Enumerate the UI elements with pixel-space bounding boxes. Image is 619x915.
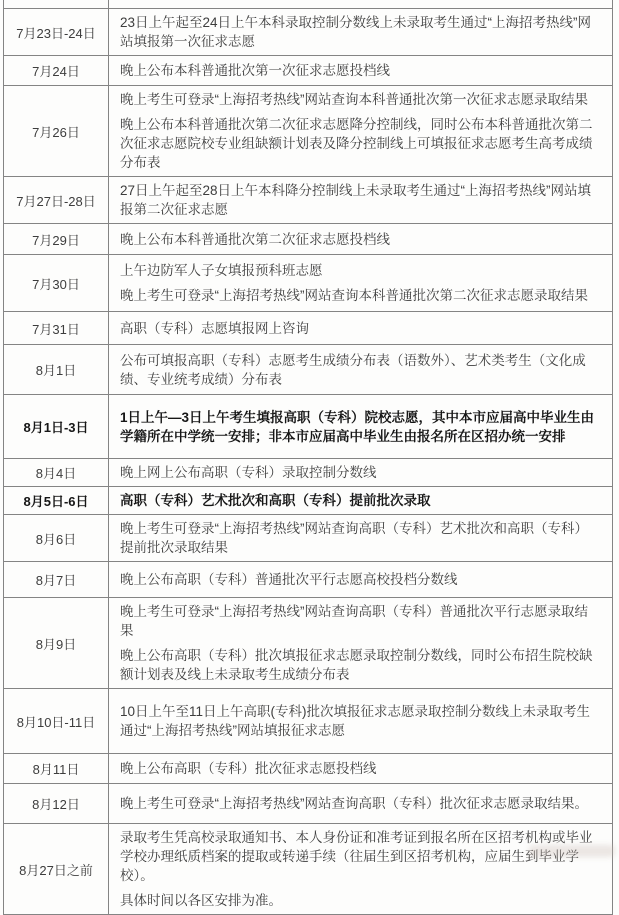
event-cell <box>109 562 612 597</box>
event-cell <box>109 177 612 223</box>
event-text: 晚上公布本科普通批次第一次征求志愿投档线 <box>120 63 390 78</box>
event-cell <box>109 459 612 486</box>
event-text: 晚上考生可登录“上海招考热线”网站查询高职（专科）批次征求志愿录取结果。 <box>120 796 588 811</box>
date-cell: 7月23日-24日 <box>4 9 109 55</box>
date-cell: 8月27日之前 <box>4 824 109 914</box>
event-text: 晚上公布高职（专科）批次征求志愿投档线 <box>120 761 377 776</box>
table-row <box>3 784 613 824</box>
date-cell: 7月24日 <box>4 56 109 85</box>
event-cell <box>109 784 612 823</box>
table-row <box>3 255 613 312</box>
date-cell: 7月30日 <box>4 255 109 311</box>
event-cell <box>109 312 612 344</box>
event-text: 晚上公布本科普通批次第二次征求志愿降分控制线，同时公布本科普通批次第二次征求志愿院校专业组缺额计划表及降分控制线上可填报征求志愿考生高考成绩分布表 <box>120 117 593 170</box>
event-text: 公布可填报高职（专科）志愿考生成绩分布表（语数外）、艺术类考生（文化成绩、专业统考成绩）分布表 <box>120 352 586 387</box>
table-row <box>3 487 613 515</box>
table-row <box>3 824 613 915</box>
date-cell: 8月12日 <box>4 784 109 823</box>
event-cell <box>109 487 612 514</box>
event-text: 10日上午至11日上午高职(专科)批次填报征求志愿录取控制分数线上未录取考生通过“上海招考热线”网站填报征求志愿 <box>120 704 591 738</box>
event-cell <box>109 689 612 753</box>
table-row <box>3 56 613 86</box>
event-cell <box>109 9 612 55</box>
table-row <box>3 395 613 459</box>
table-row <box>3 177 613 224</box>
event-cell <box>109 598 612 688</box>
event-text: 晚上考生可登录“上海招考热线”网站查询本科普通批次第二次征求志愿录取结果 <box>120 288 588 303</box>
event-text: 上午边防军人子女填报预科班志愿 <box>120 263 323 278</box>
event-cell <box>109 754 612 783</box>
event-text: 晚上公布高职（专科）普通批次平行志愿高校投档分数线 <box>120 572 458 587</box>
table-row <box>3 515 613 562</box>
table-row <box>3 562 613 598</box>
date-cell: 8月5日-6日 <box>4 487 109 514</box>
table-row <box>3 9 613 56</box>
table-row <box>3 224 613 255</box>
table-row <box>3 459 613 487</box>
date-cell: 8月1日 <box>4 345 109 394</box>
table-row <box>3 754 613 784</box>
date-cell: 8月4日 <box>4 459 109 486</box>
date-cell: 8月11日 <box>4 754 109 783</box>
date-cell: 8月7日 <box>4 562 109 597</box>
table-row <box>3 312 613 345</box>
event-cell <box>109 0 612 8</box>
date-cell: 8月10日-11日 <box>4 689 109 753</box>
date-cell: 8月9日 <box>4 598 109 688</box>
watermark <box>529 845 615 857</box>
table-row <box>3 86 613 177</box>
event-text: 高职（专科）志愿填报网上咨询 <box>120 320 309 336</box>
event-cell <box>109 824 612 914</box>
truncated-row-top <box>3 0 613 9</box>
schedule-table <box>3 0 613 915</box>
date-cell: 7月26日 <box>4 86 109 176</box>
date-cell <box>4 0 109 8</box>
event-cell <box>109 255 612 311</box>
event-text: 具体时间以各区安排为准。 <box>120 893 282 908</box>
event-cell <box>109 345 612 394</box>
event-text: 晚上考生可登录“上海招考热线”网站查询高职（专科）普通批次平行志愿录取结果 <box>120 604 588 638</box>
date-cell: 8月1日-3日 <box>4 395 109 458</box>
date-cell: 7月29日 <box>4 224 109 254</box>
table-row <box>3 345 613 395</box>
event-text: 晚上考生可登录“上海招考热线”网站查询高职（专科）艺术批次和高职（专科）提前批次录取结果 <box>120 521 588 555</box>
table-row <box>3 598 613 689</box>
event-cell <box>109 395 612 458</box>
event-text: 晚上网上公布高职（专科）录取控制分数线 <box>120 465 377 480</box>
event-cell <box>109 224 612 254</box>
event-cell <box>109 515 612 561</box>
event-text: 录取考生凭高校录取通知书、本人身份证和准考证到报名所在区招考机构或毕业学校办理纸质档案的提取或转递手续（往届生到区招考机构，应届生到毕业学校）。 <box>120 830 593 883</box>
table-row <box>3 689 613 754</box>
date-cell: 8月6日 <box>4 515 109 561</box>
event-cell <box>109 56 612 85</box>
event-text: 晚上公布高职（专科）批次填报征求志愿录取控制分数线，同时公布招生院校缺额计划表及线上未录取考生成绩分布表 <box>120 648 593 682</box>
event-text: 晚上考生可登录“上海招考热线”网站查询本科普通批次第一次征求志愿录取结果 <box>120 92 588 107</box>
event-text: 23日上午起至24日上午本科录取控制分数线上未录取考生通过“上海招考热线”网站填报第一次征求志愿 <box>120 15 592 49</box>
event-text: 晚上公布本科普通批次第二次征求志愿投档线 <box>120 231 390 247</box>
event-cell <box>109 86 612 176</box>
event-text: 1日上午—3日上午考生填报高职（专科）院校志愿，其中本市应届高中毕业生由学籍所在中学统一安排；非本市应届高中毕业生由报名所在区招办统一安排 <box>120 409 595 444</box>
date-cell: 7月31日 <box>4 312 109 344</box>
event-text: 高职（专科）艺术批次和高职（专科）提前批次录取 <box>120 493 431 508</box>
date-cell: 7月27日-28日 <box>4 177 109 223</box>
event-text: 27日上午起至28日上午本科降分控制线上未录取考生通过“上海招考热线”网站填报第二次征求志愿 <box>120 183 592 217</box>
